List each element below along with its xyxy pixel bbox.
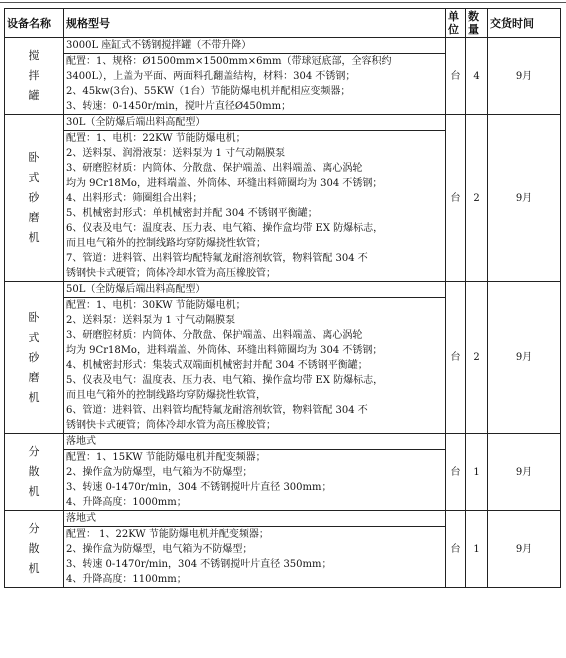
table-row bbox=[5, 115, 561, 131]
config-line: 4、升降高度：1000mm； bbox=[66, 497, 187, 508]
table-row bbox=[5, 38, 561, 54]
delivery-time-cell: 9月 bbox=[488, 38, 561, 115]
table-row bbox=[5, 282, 561, 298]
model-cell: 3000L 座缸式不锈钢搅拌罐（不带升降） bbox=[64, 38, 446, 54]
config-line: 3、转速 0-1470r/min，304 不锈钢搅叶片直径 350mm； bbox=[66, 559, 332, 570]
model-cell: 50L（全防爆后端出料高配型） bbox=[64, 282, 446, 298]
unit-cell: 台 bbox=[446, 282, 466, 434]
config-line: 均为 9Cr18Mo，进料端盖、外筒体、环缝出料筛圈均为 304 不锈钢； bbox=[66, 345, 383, 356]
equipment-name-cell bbox=[5, 434, 64, 511]
header-delivery-time: 交货时间 bbox=[488, 9, 561, 38]
equipment-name-cell bbox=[5, 38, 64, 115]
config-line: 均为 9Cr18Mo，进料端盖、外筒体、环缝出料筛圈均为 304 不锈钢； bbox=[66, 178, 383, 189]
config-line: 而且电气箱外的控制线路均穿防爆挠性软管， bbox=[66, 390, 266, 401]
config-line: 2、送料泵：送料泵为 1 寸气动隔膜泵 bbox=[66, 315, 236, 326]
quantity-cell: 2 bbox=[466, 115, 488, 282]
config-line: 5、机械密封形式：单机械密封并配 304 不锈钢平衡罐； bbox=[66, 208, 318, 219]
table-row bbox=[5, 434, 561, 450]
unit-cell: 台 bbox=[446, 434, 466, 511]
config-line: 5、仪表及电气：温度表、压力表、电气箱、操作盒均带 EX 防爆标志， bbox=[66, 375, 384, 386]
config-line: 配置：1、电机：22KW 节能防爆电机； bbox=[66, 133, 246, 144]
equipment-name: 分散机 bbox=[28, 522, 40, 575]
configuration-cell bbox=[64, 527, 446, 588]
header-equipment-name: 设备名称 bbox=[5, 9, 64, 38]
equipment-spec-table bbox=[4, 8, 561, 588]
equipment-name-cell bbox=[5, 282, 64, 434]
delivery-time-cell: 9月 bbox=[488, 115, 561, 282]
equipment-name: 卧式砂磨机 bbox=[28, 310, 40, 404]
delivery-time-cell: 9月 bbox=[488, 434, 561, 511]
equipment-name-cell bbox=[5, 511, 64, 588]
equipment-name: 搅拌罐 bbox=[28, 49, 40, 102]
header-quantity: 数量 bbox=[466, 9, 488, 38]
config-line: 2、操作盒为防爆型，电气箱为不防爆型； bbox=[66, 544, 253, 555]
configuration-cell bbox=[64, 450, 446, 511]
delivery-time-cell: 9月 bbox=[488, 282, 561, 434]
table-row bbox=[5, 511, 561, 527]
config-line: 2、操作盒为防爆型，电气箱为不防爆型； bbox=[66, 467, 253, 478]
config-line: 2、45kw(3台)、55KW（1台）节能防爆电机并配相应变频器； bbox=[66, 86, 351, 97]
configuration-cell bbox=[64, 298, 446, 434]
config-line: 3、转速 0-1470r/min，304 不锈钢搅叶片直径 300mm； bbox=[66, 482, 332, 493]
header-model: 规格型号 bbox=[64, 9, 446, 38]
config-line: 6、仪表及电气：温度表、压力表、电气箱、操作盒均带 EX 防爆标志， bbox=[66, 223, 384, 234]
quantity-cell: 4 bbox=[466, 38, 488, 115]
config-line: 6、管道：进料管、出料管均配特氟龙耐溶剂软管，物料管配 304 不 bbox=[66, 405, 368, 416]
config-line: 7、管道：进料管、出料管均配特氟龙耐溶剂软管，物料管配 304 不 bbox=[66, 253, 368, 264]
configuration-cell bbox=[64, 131, 446, 282]
config-line: 4、机械密封形式：集装式双端面机械密封并配 304 不锈钢平衡罐； bbox=[66, 360, 368, 371]
config-line: 4、出料形式：筛圈组合出料； bbox=[66, 193, 203, 204]
config-line: 配置：1、15KW 节能防爆电机并配变频器； bbox=[66, 452, 266, 463]
unit-cell: 台 bbox=[446, 115, 466, 282]
unit-cell: 台 bbox=[446, 511, 466, 588]
config-line: 3、研磨腔材质：内筒体、分散盘、保护端盖、出料端盖、离心涡轮 bbox=[66, 330, 363, 341]
table-header-row bbox=[5, 9, 561, 38]
table-body bbox=[5, 38, 561, 588]
model-cell: 落地式 bbox=[64, 434, 446, 450]
quantity-cell: 1 bbox=[466, 434, 488, 511]
config-line: 锈钢快卡式硬管；筒体冷却水管为高压橡胶管； bbox=[66, 268, 276, 279]
model-cell: 30L（全防爆后端出料高配型） bbox=[64, 115, 446, 131]
config-line: 2、送料泵、润滑液泵：送料泵为 1 寸气动隔膜泵 bbox=[66, 148, 286, 159]
config-line: 而且电气箱外的控制线路均穿防爆挠性软管； bbox=[66, 238, 266, 249]
quantity-cell: 2 bbox=[466, 282, 488, 434]
config-line: 4、升降高度：1100mm； bbox=[66, 574, 187, 585]
config-line: 3、研磨腔材质：内筒体、分散盘、保护端盖、出料端盖、离心涡轮 bbox=[66, 163, 363, 174]
config-line: 3400L），上盖为平面、两面料孔翻盖结构，材料：304 不锈钢； bbox=[66, 71, 356, 82]
configuration-cell bbox=[64, 54, 446, 115]
equipment-name: 分散机 bbox=[28, 445, 40, 498]
config-line: 3、转速：0-1450r/min，搅叶片直径Ø450mm； bbox=[66, 101, 292, 112]
config-line: 锈钢快卡式硬管；筒体冷却水管为高压橡胶管； bbox=[66, 420, 276, 431]
config-line: 配置：1、规格：Ø1500mm×1500mm×6mm（带球冠底部，全容积约 bbox=[66, 56, 392, 67]
delivery-time-cell: 9月 bbox=[488, 511, 561, 588]
config-line: 配置： 1、22KW 节能防爆电机并配变频器； bbox=[66, 529, 269, 540]
equipment-name: 卧式砂磨机 bbox=[28, 151, 40, 244]
unit-cell: 台 bbox=[446, 38, 466, 115]
equipment-name-cell bbox=[5, 115, 64, 282]
header-unit: 单位 bbox=[446, 9, 466, 38]
config-line: 配置：1、电机：30KW 节能防爆电机； bbox=[66, 300, 246, 311]
quantity-cell: 1 bbox=[466, 511, 488, 588]
model-cell: 落地式 bbox=[64, 511, 446, 527]
top-rule bbox=[0, 2, 566, 3]
